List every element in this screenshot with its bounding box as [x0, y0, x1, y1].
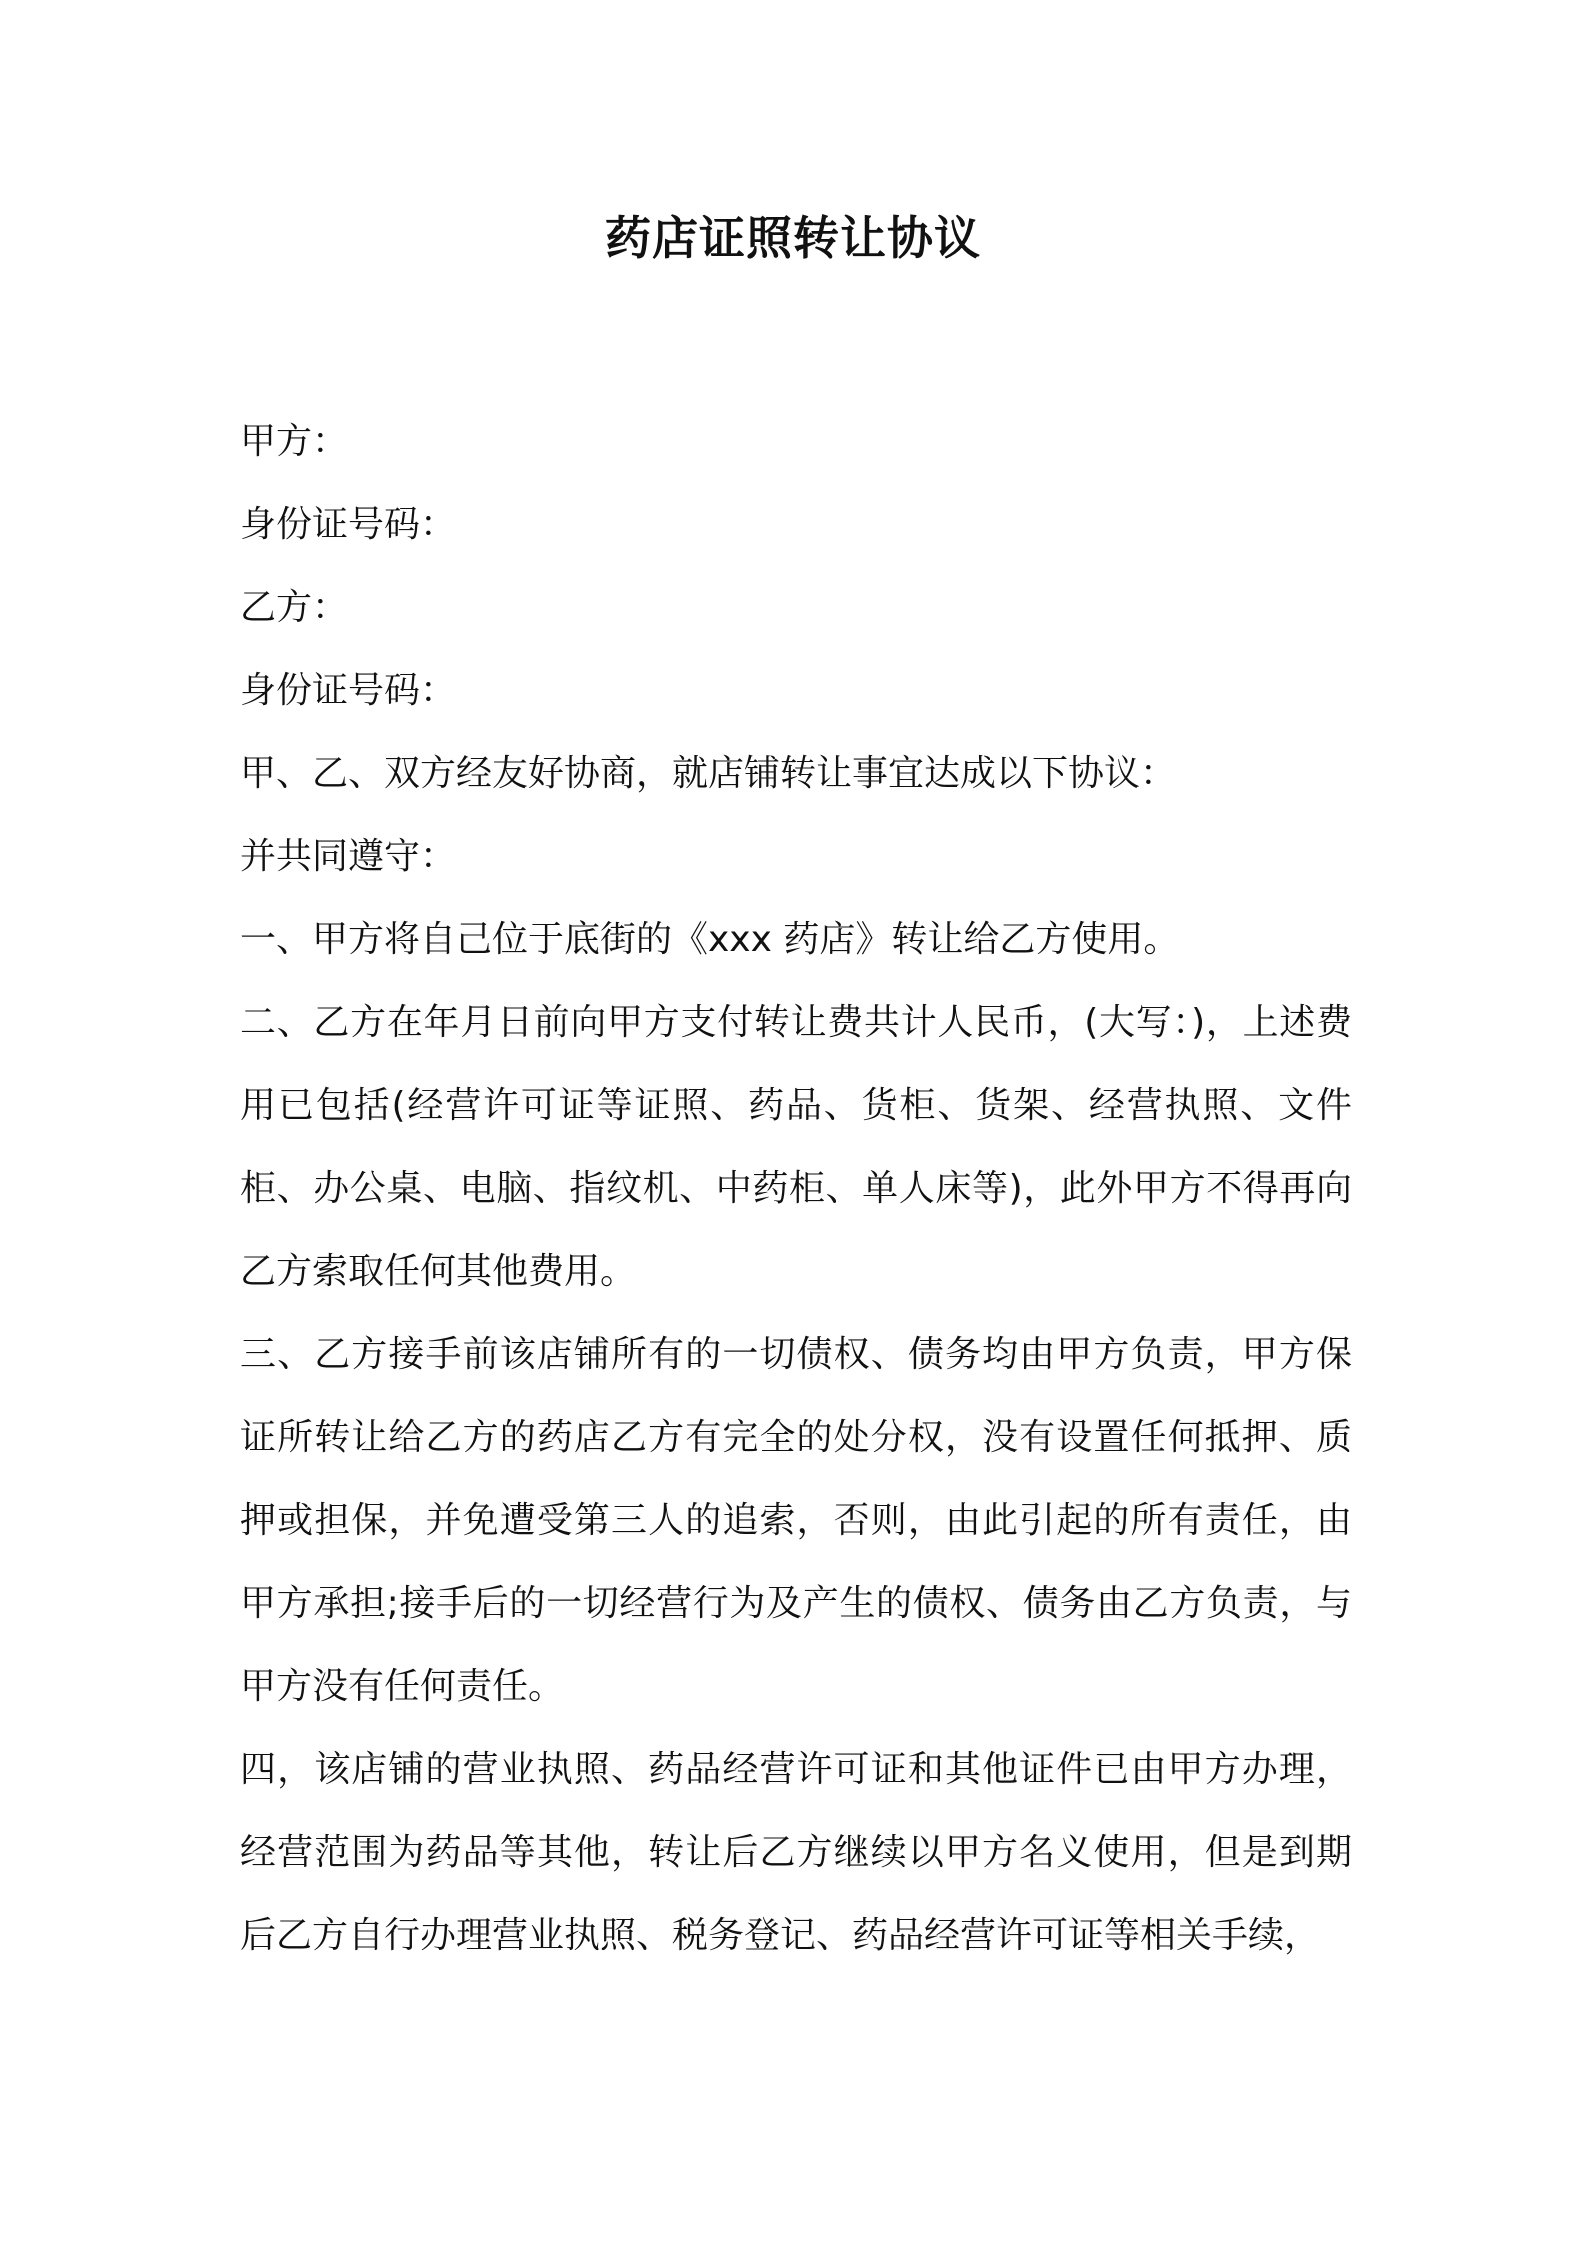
clause-3-paragraph: 三、乙方接手前该店铺所有的一切债权、债务均由甲方负责，甲方保证所转让给乙方的药店乙方有完全的处分权，没有设置任何抵押、质押或担保，并免遭受第三人的追索，否则，由此引起的所有责任，由甲方承担;接手后的一切经营行为及产生的债权、债务由乙方负责，与甲方没有任何责任。 — [240, 1334, 1352, 1707]
party-a-field: 甲方： — [240, 421, 349, 462]
preamble-paragraph: 甲、乙、双方经友好协商，就店铺转让事宜达成以下协议： — [240, 753, 1177, 794]
document-title: 药店证照转让协议 — [605, 211, 981, 265]
document-body — [240, 400, 1352, 1977]
party-b-id-field: 身份证号码： — [240, 670, 457, 711]
compliance-paragraph: 并共同遵守： — [240, 836, 457, 877]
party-b-field: 乙方： — [240, 587, 349, 628]
party-a-id-field: 身份证号码： — [240, 504, 457, 545]
clause-4-paragraph: 四，该店铺的营业执照、药品经营许可证和其他证件已由甲方办理，经营范围为药品等其他，转让后乙方继续以甲方名义使用，但是到期后乙方自行办理营业执照、税务登记、药品经营许可证等相关手续， — [240, 1749, 1352, 1956]
clause-1-paragraph: 一、甲方将自己位于底街的《xxx 药店》转让给乙方使用。 — [240, 919, 1180, 960]
clause-2-paragraph: 二、乙方在年月日前向甲方支付转让费共计人民币，(大写：)，上述费用已包括(经营许可证等证照、药品、货柜、货架、经营执照、文件柜、办公桌、电脑、指纹机、中药柜、单人床等)，此外甲方不得再向乙方索取任何其他费用。 — [240, 1002, 1352, 1292]
